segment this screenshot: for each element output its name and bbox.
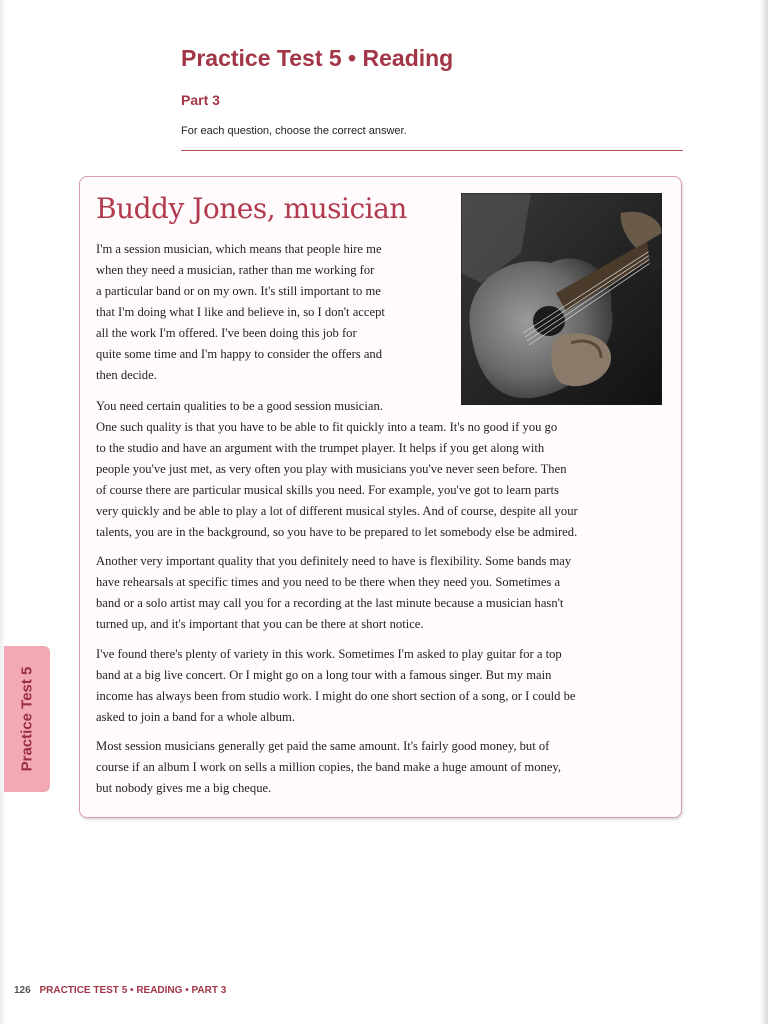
text-line: talents, you are in the background, so you have to be prepared to let somebody else be admired. (96, 525, 578, 539)
text-line: band or a solo artist may call you for a recording at the last minute because a musician hasn't (96, 596, 564, 610)
guitar-player-photo (461, 193, 662, 405)
text-line: You need certain qualities to be a good session musician. (96, 399, 383, 413)
page-right-edge (760, 0, 768, 1024)
instructions-text: For each question, choose the correct answer. (181, 125, 407, 137)
text-line: band at a big live concert. Or I might go on a long tour with a famous singer. But my main (96, 668, 552, 682)
text-line: turned up, and it's important that you can be there at short notice. (96, 617, 424, 631)
text-line: but nobody gives me a big cheque. (96, 781, 272, 795)
text-line: people you've just met, as very often you play with musicians you've never seen before. Then (96, 462, 567, 476)
page-title: Practice Test 5 • Reading (181, 45, 454, 71)
side-tab-label: Practice Test 5 (18, 666, 36, 772)
header-divider (181, 150, 683, 151)
text-line: I'm a session musician, which means that people hire me (96, 242, 382, 256)
article-title: Buddy Jones, musician (96, 192, 407, 225)
page-left-edge (0, 0, 6, 1024)
paragraph-1 (96, 239, 385, 386)
text-line: One such quality is that you have to be able to fit quickly into a team. It's no good if you go (96, 420, 558, 434)
text-line: Another very important quality that you definitely need to have is flexibility. Some bands may (96, 554, 572, 568)
text-line: income has always been from studio work. I might do one short section of a song, or I could be (96, 689, 576, 703)
practice-test-side-tab (4, 646, 50, 792)
text-line: Most session musicians generally get paid the same amount. It's fairly good money, but of (96, 739, 550, 753)
text-line: course if an album I work on sells a million copies, the band make a huge amount of money, (96, 760, 562, 774)
text-line: have rehearsals at specific times and you need to be there when they need you. Sometimes a (96, 575, 561, 589)
text-line: that I'm doing what I like and believe in, so I don't accept (96, 305, 385, 319)
paragraph-2 (96, 396, 578, 543)
paragraph-4 (96, 644, 576, 728)
text-line: when they need a musician, rather than me working for (96, 263, 375, 277)
text-line: of course there are particular musical skills you need. For example, you've got to learn parts (96, 483, 559, 497)
text-line: a particular band or on my own. It's still important to me (96, 284, 381, 298)
part-label: Part 3 (181, 92, 220, 108)
text-line: quite some time and I'm happy to consider the offers and (96, 347, 383, 361)
page-footer (14, 985, 226, 996)
text-line: I've found there's plenty of variety in this work. Sometimes I'm asked to play guitar for a top (96, 647, 562, 661)
text-line: then decide. (96, 368, 157, 382)
text-line: to the studio and have an argument with the trumpet player. It helps if you get along with (96, 441, 545, 455)
paragraph-5 (96, 736, 561, 799)
text-line: asked to join a band for a whole album. (96, 710, 295, 724)
running-footer-title: PRACTICE TEST 5 • READING • PART 3 (39, 985, 227, 996)
text-line: very quickly and be able to play a lot of different musical styles. And of course, despite all your (96, 504, 578, 518)
page-number: 126 (14, 985, 31, 996)
paragraph-3 (96, 551, 571, 635)
text-line: all the work I'm offered. I've been doing this job for (96, 326, 357, 340)
